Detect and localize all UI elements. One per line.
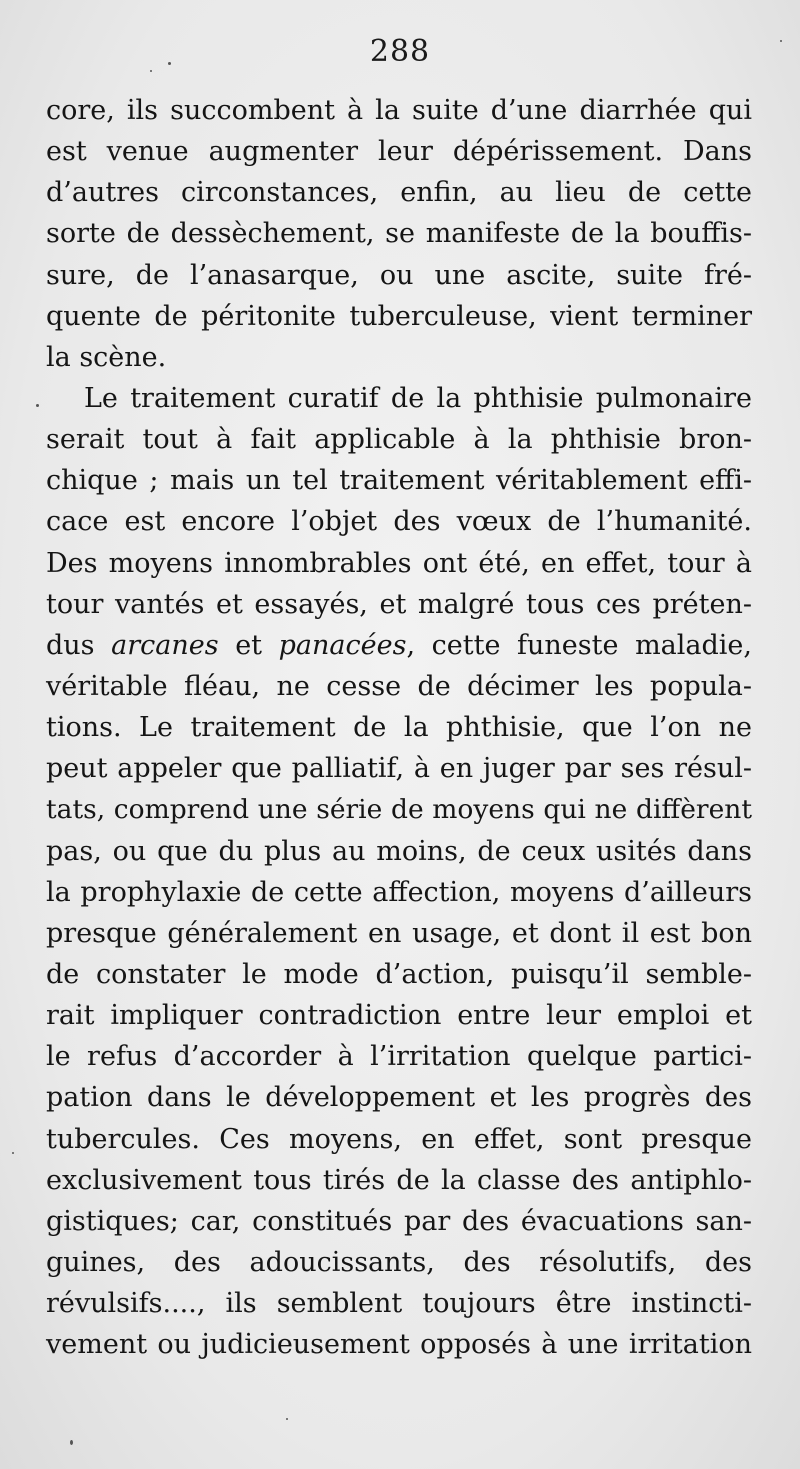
- text-line: [46, 1036, 752, 1077]
- text-line: [46, 707, 752, 748]
- paper-speck: [286, 1418, 288, 1420]
- text-segment: , cette funeste maladie,: [406, 629, 752, 661]
- text-line: [46, 913, 752, 954]
- text-line: [46, 172, 752, 213]
- text-segment: dus: [46, 629, 112, 661]
- text-line: [46, 460, 752, 501]
- text-segment: quente de péritonite tuberculeuse, vient terminer: [46, 300, 752, 332]
- text-segment: le refus d’accorder à l’irritation quelque partici-: [46, 1041, 752, 1073]
- text-line: [46, 337, 752, 378]
- text-segment: sorte de dessèchement, se manifeste de la bouffis-: [46, 218, 752, 250]
- italic-text: panacées: [278, 629, 407, 661]
- text-line: [46, 831, 752, 872]
- text-line: [46, 666, 752, 707]
- text-segment: core, ils succombent à la suite d’une diarrhée qui: [46, 95, 752, 126]
- paper-speck: [12, 1152, 14, 1154]
- text-segment: de constater le mode d’action, puisqu’il semble-: [46, 958, 752, 990]
- text-segment: vement ou judicieusement opposés à une irritation: [46, 1329, 752, 1361]
- text-segment: chique ; mais un tel traitement véritablement effi-: [46, 465, 752, 497]
- text-segment: gistiques; car, constitués par des évacuations san-: [46, 1205, 752, 1237]
- text-segment: révulsifs...., ils semblent toujours être instincti-: [46, 1288, 752, 1320]
- text-segment: pation dans le développement et les progrès des: [46, 1082, 752, 1114]
- text-line: [46, 625, 752, 666]
- text-line: [46, 501, 752, 542]
- text-line: [46, 584, 752, 625]
- text-line: [46, 90, 752, 131]
- text-segment: presque généralement en usage, et dont il est bon: [46, 917, 752, 949]
- text-line: [46, 131, 752, 172]
- text-segment: peut appeler que palliatif, à en juger par ses résul-: [46, 753, 752, 785]
- paper-speck: [36, 404, 39, 407]
- text-line: [46, 1160, 752, 1201]
- text-line: [46, 419, 752, 460]
- text-line: [46, 255, 752, 296]
- text-segment: tubercules. Ces moyens, en effet, sont presque: [46, 1123, 752, 1155]
- text-line: [46, 1119, 752, 1160]
- text-segment: d’autres circonstances, enfin, au lieu de cette: [46, 177, 752, 209]
- text-segment: Des moyens innombrables ont été, en effet, tour à: [46, 547, 752, 579]
- text-line: [46, 789, 752, 830]
- text-segment: rait impliquer contradiction entre leur emploi et: [46, 1000, 752, 1032]
- italic-text: arcanes: [111, 629, 219, 661]
- text-segment: tats, comprend une série de moyens qui ne diffèrent: [46, 794, 752, 826]
- text-line: [46, 1283, 752, 1324]
- text-line: [46, 543, 752, 584]
- text-line: [46, 1077, 752, 1118]
- text-segment: serait tout à fait applicable à la phthisie bron-: [46, 424, 752, 456]
- text-line: [46, 296, 752, 337]
- text-line: [46, 1242, 752, 1283]
- text-segment: et: [218, 629, 279, 661]
- text-segment: véritable fléau, ne cesse de décimer les popula-: [46, 670, 752, 702]
- text-line: [46, 213, 752, 254]
- text-segment: tions. Le traitement de la phthisie, que l’on ne: [46, 712, 752, 744]
- text-line: [46, 954, 752, 995]
- text-segment: la scène.: [46, 341, 167, 373]
- paper-speck: [70, 1440, 73, 1445]
- body-text: [46, 90, 752, 1365]
- page-number: 288: [369, 34, 431, 69]
- text-segment: est venue augmenter leur dépérissement. Dans: [46, 136, 752, 168]
- text-line: [46, 378, 752, 419]
- text-segment: guines, des adoucissants, des résolutifs, des: [46, 1246, 752, 1278]
- paper-speck: [150, 70, 152, 72]
- text-line: [46, 1324, 752, 1365]
- text-segment: sure, de l’anasarque, ou une ascite, suite fré-: [46, 259, 752, 291]
- text-line: [46, 872, 752, 913]
- text-segment: la prophylaxie de cette affection, moyens d’ailleurs: [46, 876, 752, 908]
- text-line: [46, 1201, 752, 1242]
- text-line: [46, 995, 752, 1036]
- text-segment: Le traitement curatif de la phthisie pulmonaire: [84, 382, 752, 414]
- text-segment: tour vantés et essayés, et malgré tous ces préten-: [46, 588, 752, 620]
- text-segment: exclusivement tous tirés de la classe des antiphlo-: [46, 1164, 752, 1196]
- text-segment: pas, ou que du plus au moins, de ceux usités dans: [46, 835, 752, 867]
- text-segment: cace est encore l’objet des vœux de l’humanité.: [46, 506, 752, 538]
- text-line: [46, 748, 752, 789]
